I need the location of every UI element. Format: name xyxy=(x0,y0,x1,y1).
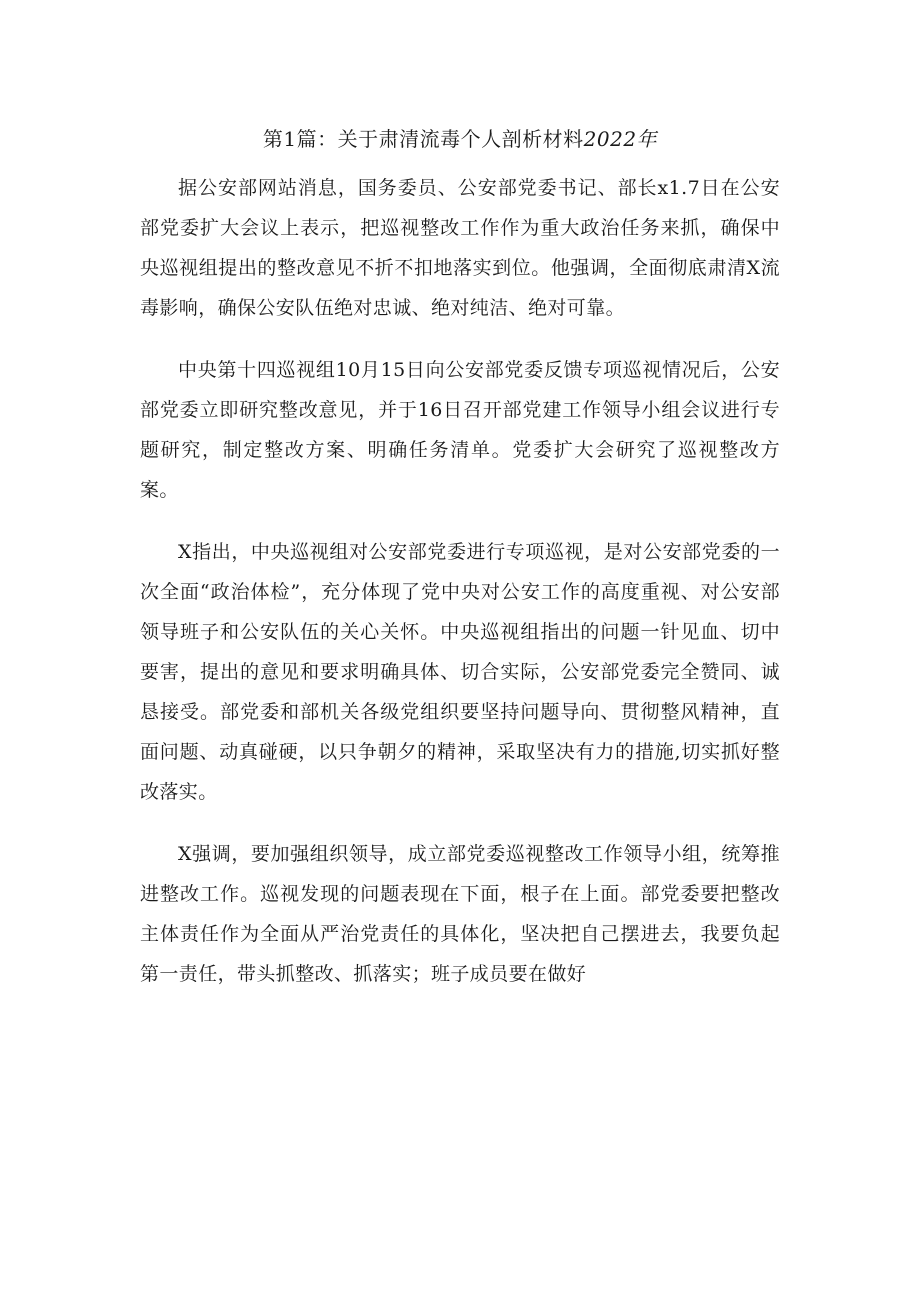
paragraph-2: 中央第十四巡视组10月15日向公安部党委反馈专项巡视情况后，公安部党委立即研究整改意见，并于16日召开部党建工作领导小组会议进行专题研究，制定整改方案、明确任务清单。党委扩大会研究了巡视整改方案。 xyxy=(140,359,780,501)
paragraph-4: X强调，要加强组织领导，成立部党委巡视整改工作领导小组，统筹推进整改工作。巡视发现的问题表现在下面，根子在上面。部党委要把整改主体责任作为全面从严治党责任的具体化，坚决把自己摆进去，我要负起第一责任，带头抓整改、抓落实；班子成员要在做好 xyxy=(140,843,780,985)
document-title-year: 2022年 xyxy=(583,127,658,151)
document-title-main: 第1篇：关于肃清流毒个人剖析材料 xyxy=(262,127,584,151)
document-title xyxy=(0,124,920,154)
paragraph-1: 据公安部网站消息，国务委员、公安部党委书记、部长x1.7日在公安部党委扩大会议上表示，把巡视整改工作作为重大政治任务来抓，确保中央巡视组提出的整改意见不折不扣地落实到位。他强调，全面彻底肃清X流毒影响，确保公安队伍绝对忠诚、绝对纯洁、绝对可靠。 xyxy=(140,177,780,319)
document-body xyxy=(140,168,780,1016)
paragraph-3: X指出，中央巡视组对公安部党委进行专项巡视，是对公安部党委的一次全面“政治体检”，充分体现了党中央对公安工作的高度重视、对公安部领导班子和公安队伍的关心关怀。中央巡视组指出的问题一针见血、切中要害，提出的意见和要求明确具体、切合实际，公安部党委完全赞同、诚恳接受。部党委和部机关各级党组织要坚持问题导向、贯彻整风精神，直面问题、动真碰硬，以只争朝夕的精神，采取坚决有力的措施,切实抓好整改落实。 xyxy=(140,541,780,803)
